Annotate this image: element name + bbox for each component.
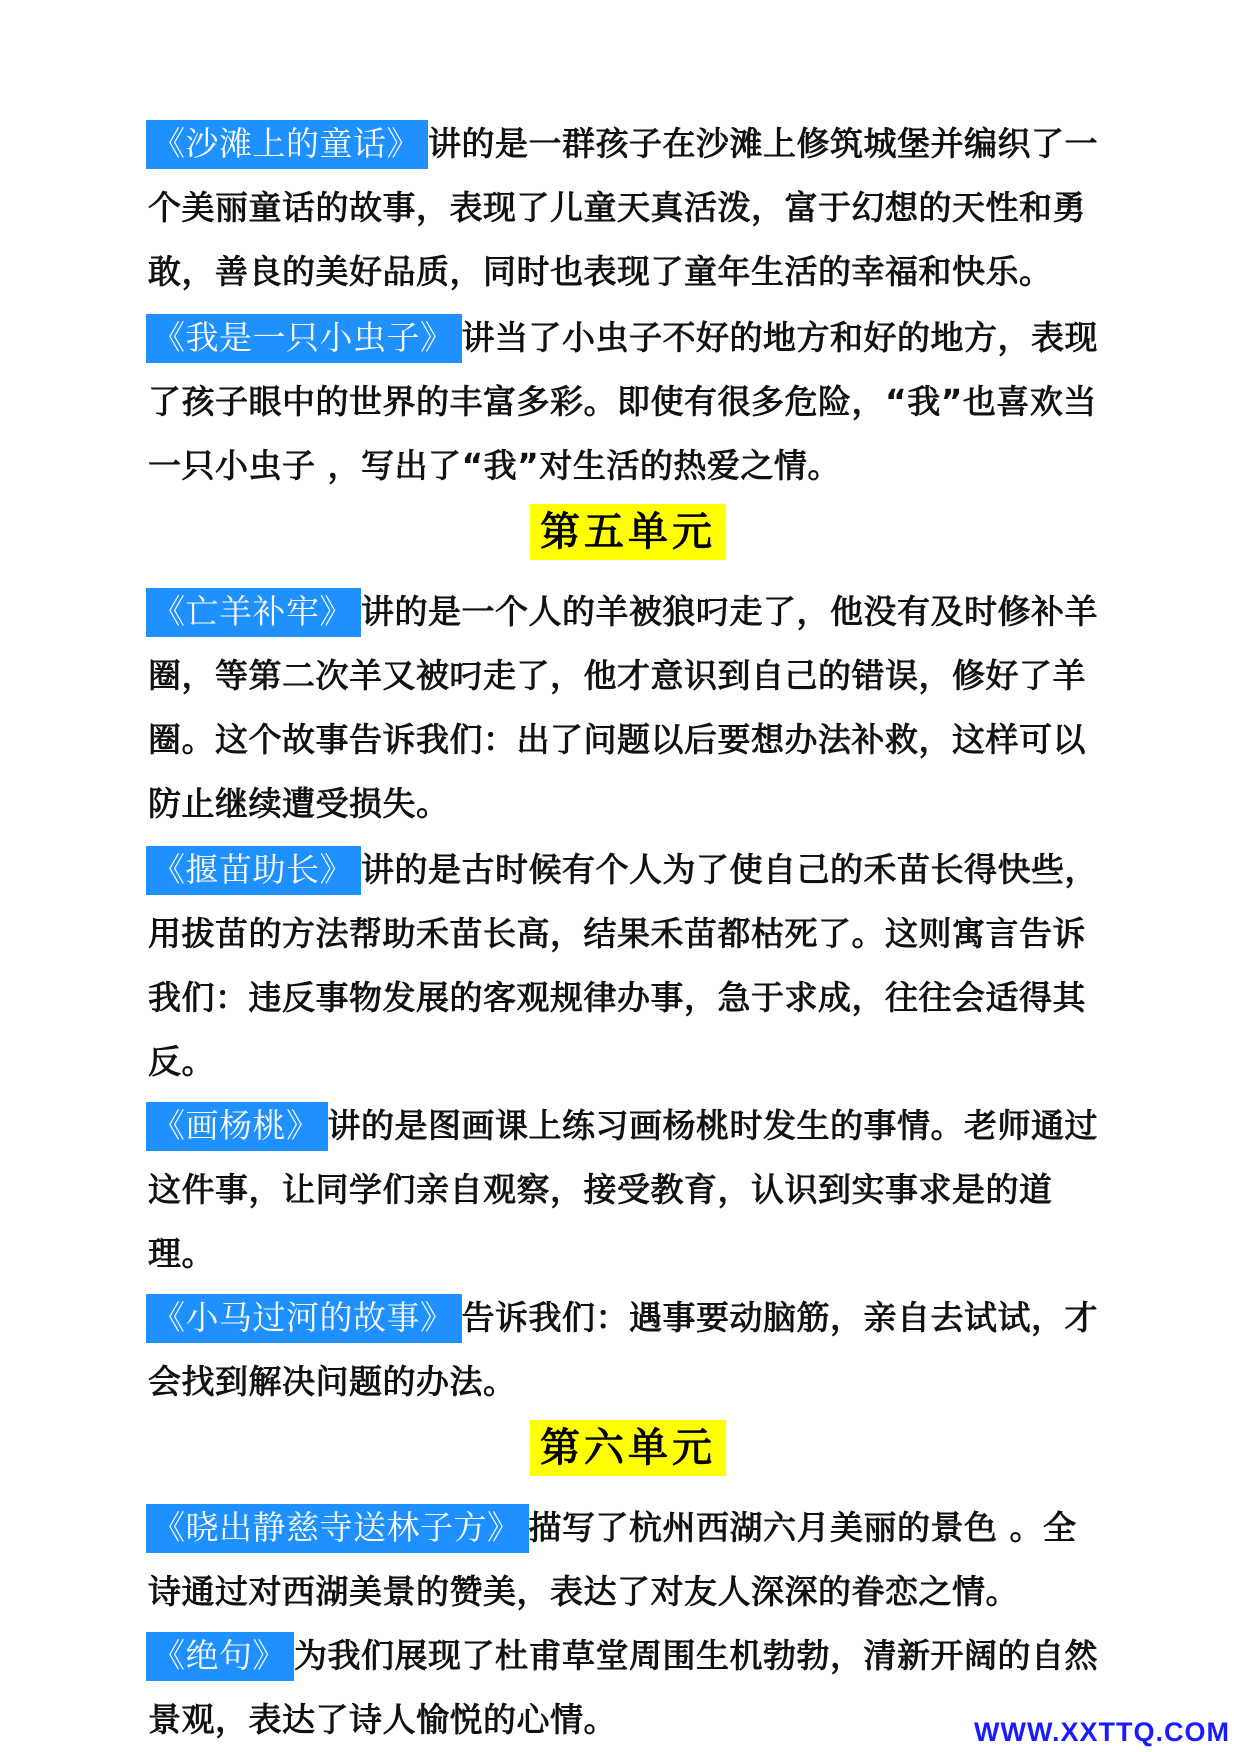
lesson-paragraph-wangyang [148, 580, 1098, 836]
lesson-title-wangyang: 《亡羊补牢》 [146, 588, 361, 637]
lesson-text-xiaochu: 描写了杭州西湖六月美丽的景色 。全诗通过对西湖美景的赞美，表达了对友人深深的眷恋之情。 [148, 1508, 1077, 1611]
unit-5-heading: 第五单元 [530, 504, 726, 560]
lesson-title-jueju: 《绝句》 [146, 1632, 294, 1681]
lesson-title-yangtao: 《画杨桃》 [146, 1102, 328, 1151]
lesson-text-xiaochongzi: 讲当了小虫子不好的地方和好的地方，表现了孩子眼中的世界的丰富多彩。即使有很多危险，“我”也喜欢当一只小虫子 ，写出了“我”对生活的热爱之情。 [148, 318, 1098, 485]
lesson-paragraph-xiaochu [148, 1496, 1098, 1624]
lesson-title-xiaochongzi: 《我是一只小虫子》 [146, 314, 462, 363]
lesson-text-wangyang: 讲的是一个人的羊被狼叼走了，他没有及时修补羊圈，等第二次羊又被叼走了，他才意识到自己的错误，修好了羊圈。这个故事告诉我们：出了问题以后要想办法补救，这样可以防止继续遭受损失。 [148, 592, 1098, 823]
lesson-title-yamiao: 《揠苗助长》 [146, 846, 361, 895]
site-watermark: WWW.XXTTQ.COM [974, 1717, 1230, 1747]
lesson-title-xiaochu: 《晓出静慈寺送林子方》 [146, 1504, 529, 1553]
lesson-text-jueju: 为我们展现了杜甫草堂周围生机勃勃，清新开阔的自然景观，表达了诗人愉悦的心情。 [148, 1636, 1098, 1739]
lesson-text-yamiao: 讲的是古时候有个人为了使自己的禾苗长得快些，用拔苗的方法帮助禾苗长高，结果禾苗都枯死了。这则寓言告诉我们：违反事物发展的客观规律办事，急于求成，往往会适得其反。 [148, 850, 1098, 1081]
lesson-paragraph-shatan [148, 112, 1098, 304]
lesson-text-xiaoma: 告诉我们：遇事要动脑筋，亲自去试试，才会找到解决问题的办法。 [148, 1298, 1098, 1401]
lesson-paragraph-yangtao [148, 1094, 1098, 1286]
lesson-text-shatan: 讲的是一群孩子在沙滩上修筑城堡并编织了一个美丽童话的故事，表现了儿童天真活泼，富于幻想的天性和勇敢，善良的美好品质，同时也表现了童年生活的幸福和快乐。 [148, 124, 1098, 291]
lesson-title-shatan: 《沙滩上的童话》 [146, 120, 428, 169]
lesson-paragraph-xiaochongzi [148, 306, 1098, 498]
lesson-paragraph-xiaoma [148, 1286, 1098, 1414]
lesson-paragraph-yamiao [148, 838, 1098, 1094]
unit-6-heading: 第六单元 [530, 1420, 726, 1476]
document-content [148, 112, 1098, 1752]
unit-6-heading-row [148, 1420, 1098, 1488]
lesson-paragraph-jueju [148, 1624, 1098, 1752]
unit-5-heading-row [148, 504, 1098, 572]
lesson-text-yangtao: 讲的是图画课上练习画杨桃时发生的事情。老师通过这件事，让同学们亲自观察，接受教育，认识到实事求是的道理。 [148, 1106, 1098, 1273]
lesson-title-xiaoma: 《小马过河的故事》 [146, 1294, 462, 1343]
